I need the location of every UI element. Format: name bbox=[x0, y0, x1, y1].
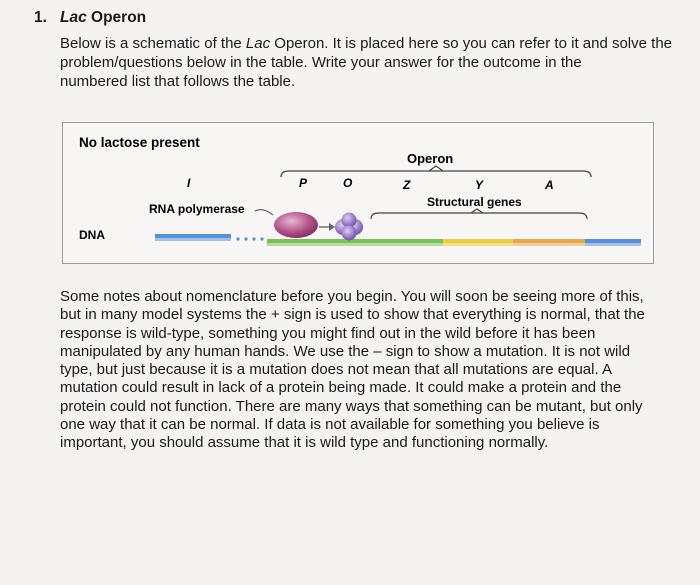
question-title-rest: Operon bbox=[86, 9, 147, 26]
rna-polymerase-shape bbox=[274, 212, 318, 238]
rna-polymerase-label: RNA polymerase bbox=[149, 202, 245, 216]
question-heading bbox=[34, 9, 146, 27]
polymerase-arrowhead bbox=[329, 223, 335, 231]
lac-operon-diagram bbox=[62, 122, 654, 264]
notes-line: important, you should assume that it is wild type and functioning normally. bbox=[60, 434, 549, 452]
repressor-shape bbox=[335, 213, 363, 241]
gene-o-label: O bbox=[343, 176, 353, 190]
question-number: 1. bbox=[34, 9, 47, 26]
notes-line: one way that it can be normal. If data is not available for something you believe is bbox=[60, 416, 600, 434]
notes-line: but in many model systems the + sign is used to show that everything is normal, that the bbox=[60, 306, 645, 324]
structural-genes-label: Structural genes bbox=[427, 195, 522, 209]
dna-label: DNA bbox=[79, 228, 105, 242]
structural-genes-bracket-tip bbox=[471, 209, 483, 213]
question-title-italic: Lac bbox=[60, 9, 87, 26]
gene-p-label: P bbox=[299, 176, 308, 190]
gene-y-label: Y bbox=[475, 178, 484, 192]
structural-genes-bracket bbox=[371, 213, 587, 219]
diagram-svg bbox=[63, 123, 653, 263]
intro-line: Below is a schematic of the Lac Operon. It is placed here so you can refer to it and solve the bbox=[60, 35, 673, 52]
notes-line: response is wild-type, something you might find out in the wild before it has been bbox=[60, 324, 596, 342]
gene-i-label: I bbox=[187, 176, 191, 190]
intro-line: problem/questions below in the table. Write your answer for the outcome in the bbox=[60, 54, 582, 71]
gene-z-label: Z bbox=[403, 178, 411, 192]
notes-line: type, but just because it is a mutation does not mean that all mutations are equal. A bbox=[60, 361, 612, 379]
intro-line: numbered list that follows the table. bbox=[60, 73, 296, 90]
intro-paragraph bbox=[60, 34, 690, 91]
notes-line: Some notes about nomenclature before you begin. You will soon be seeing more of this, bbox=[60, 288, 644, 305]
notes-line: mutation could result in lack of a protein being made. It could make a protein and the bbox=[60, 379, 622, 397]
dna-strand bbox=[155, 234, 641, 246]
operon-bracket-tip bbox=[429, 166, 443, 171]
gene-a-label: A bbox=[545, 178, 554, 192]
rna-polymerase-pointer bbox=[255, 210, 273, 215]
notes-line: manipulated by any human hands. We use the – sign to show a mutation. It is not wild bbox=[60, 342, 631, 360]
operon-label: Operon bbox=[407, 151, 454, 166]
notes-line: protein could not function. There are many ways that something can be mutant, but only bbox=[60, 397, 643, 415]
nomenclature-notes bbox=[60, 288, 670, 453]
condition-label: No lactose present bbox=[79, 135, 200, 150]
operon-bracket bbox=[281, 171, 591, 177]
